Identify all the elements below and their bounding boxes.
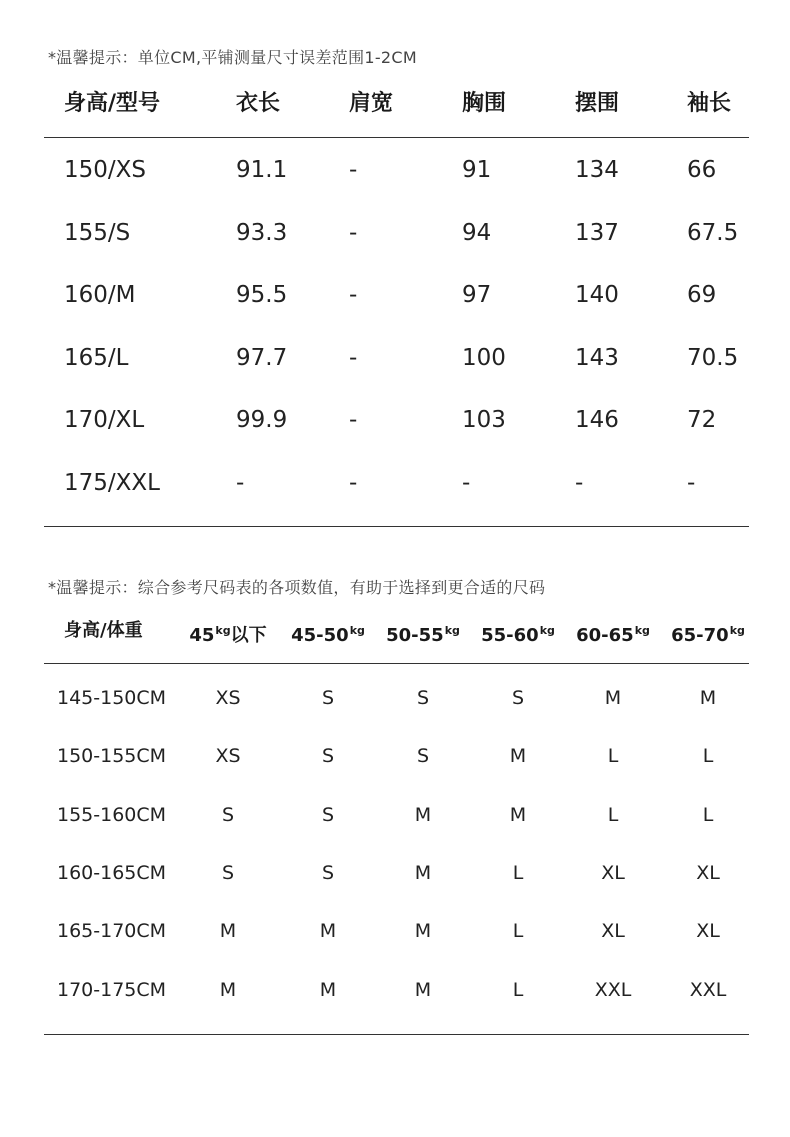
- cell-size: XXL: [594, 978, 632, 1001]
- header-height-size: 身高/型号: [64, 91, 161, 116]
- cell-height-range: 170-175CM: [57, 978, 167, 1001]
- table1-row: [0, 400, 790, 440]
- cell-hem: 137: [575, 219, 619, 246]
- table1-row: [0, 275, 790, 315]
- table1-note: *温馨提示：单位CM,平铺测量尺寸误差范围1-2CM: [48, 48, 417, 67]
- weight-unit: kg: [539, 624, 555, 637]
- cell-hem: 134: [575, 157, 619, 183]
- cell-hem: 143: [575, 344, 619, 371]
- cell-chest: 94: [462, 219, 492, 246]
- cell-size: L: [702, 745, 714, 768]
- header-shoulder: 肩宽: [349, 91, 394, 116]
- cell-sleeve: 66: [687, 157, 717, 183]
- table2-header-row: [0, 611, 790, 651]
- cell-size: L: [607, 745, 619, 768]
- cell-size: 170/XL: [64, 407, 145, 433]
- cell-length: 95.5: [236, 282, 288, 308]
- header-weight-range: [386, 611, 460, 656]
- cell-size: L: [512, 861, 524, 884]
- cell-height-range: 155-160CM: [57, 803, 167, 826]
- cell-size: 160/M: [64, 282, 136, 308]
- cell-chest: -: [462, 469, 471, 496]
- table1-header-divider: [44, 137, 749, 138]
- weight-range-label: 60-65: [576, 625, 634, 646]
- weight-range-label: 55-60: [481, 625, 539, 646]
- cell-size: M: [219, 978, 237, 1001]
- cell-size: L: [702, 803, 714, 826]
- header-sleeve: 袖长: [687, 91, 732, 116]
- header-length: 衣长: [236, 91, 281, 116]
- header-weight-range: [291, 611, 365, 656]
- header-chest: 胸围: [462, 91, 507, 116]
- cell-size: S: [221, 803, 235, 826]
- cell-sleeve: 67.5: [687, 219, 739, 246]
- table2-row: [0, 970, 790, 1010]
- cell-shoulder: -: [349, 282, 358, 308]
- cell-length: 97.7: [236, 344, 288, 371]
- cell-hem: 140: [575, 282, 619, 308]
- weight-range-label: 45: [189, 625, 215, 646]
- cell-height-range: 150-155CM: [57, 745, 167, 768]
- header-hem: 摆围: [575, 91, 620, 116]
- table2-bottom-divider: [44, 1034, 749, 1035]
- cell-size: M: [319, 920, 337, 943]
- cell-size: M: [509, 803, 527, 826]
- cell-size: M: [414, 978, 432, 1001]
- cell-sleeve: -: [687, 469, 696, 496]
- cell-size: 150/XS: [64, 157, 147, 183]
- cell-size: S: [416, 687, 430, 709]
- cell-sleeve: 70.5: [687, 344, 739, 371]
- cell-size: S: [321, 745, 335, 768]
- table2-note: *温馨提示：综合参考尺码表的各项数值，有助于选择到更合适的尺码: [48, 578, 546, 597]
- cell-chest: 103: [462, 407, 506, 433]
- cell-sleeve: 69: [687, 282, 717, 308]
- cell-size: S: [221, 861, 235, 884]
- table1-row: [0, 150, 790, 190]
- table2-row: [0, 795, 790, 835]
- cell-height-range: 165-170CM: [57, 920, 167, 943]
- cell-size: XL: [601, 861, 625, 884]
- table2-header-divider: [44, 663, 749, 664]
- cell-size: M: [414, 803, 432, 826]
- cell-length: 91.1: [236, 157, 288, 183]
- weight-range-suffix: 以下: [230, 625, 267, 646]
- cell-size: M: [414, 920, 432, 943]
- weight-unit: kg: [349, 624, 365, 637]
- cell-length: 99.9: [236, 407, 288, 433]
- cell-shoulder: -: [349, 344, 358, 371]
- cell-length: -: [236, 469, 245, 496]
- table1-bottom-divider: [44, 526, 749, 527]
- cell-shoulder: -: [349, 219, 358, 246]
- table1-row: [0, 463, 790, 503]
- weight-unit: kg: [444, 624, 460, 637]
- header-weight-range: [576, 611, 650, 656]
- cell-size: 165/L: [64, 344, 129, 371]
- table2-row: [0, 911, 790, 951]
- cell-size: L: [512, 920, 524, 943]
- weight-range-label: 45-50: [291, 625, 349, 646]
- cell-height-range: 145-150CM: [57, 687, 167, 709]
- cell-size: XL: [696, 920, 720, 943]
- table2-row: [0, 853, 790, 893]
- header-weight-range: [481, 611, 555, 656]
- cell-size: M: [604, 687, 622, 709]
- cell-shoulder: -: [349, 469, 358, 496]
- cell-size: XXL: [689, 978, 727, 1001]
- cell-size: S: [511, 687, 525, 709]
- cell-chest: 91: [462, 157, 492, 183]
- cell-size: S: [321, 687, 335, 709]
- cell-length: 93.3: [236, 219, 288, 246]
- cell-chest: 97: [462, 282, 492, 308]
- cell-shoulder: -: [349, 157, 358, 183]
- cell-size: S: [321, 861, 335, 884]
- cell-size: S: [416, 745, 430, 768]
- cell-size: L: [607, 803, 619, 826]
- cell-hem: 146: [575, 407, 619, 433]
- table1-row: [0, 338, 790, 378]
- cell-hem: -: [575, 469, 584, 496]
- cell-size: M: [319, 978, 337, 1001]
- table2-row: [0, 678, 790, 718]
- weight-range-label: 50-55: [386, 625, 444, 646]
- table1-row: [0, 213, 790, 253]
- cell-size: S: [321, 803, 335, 826]
- cell-size: M: [414, 861, 432, 884]
- cell-size: M: [699, 687, 717, 709]
- cell-size: 155/S: [64, 219, 131, 246]
- cell-size: M: [219, 920, 237, 943]
- weight-unit: kg: [215, 624, 231, 637]
- header-weight-range: [189, 611, 266, 656]
- cell-size: L: [512, 978, 524, 1001]
- header-weight-range: [671, 611, 745, 656]
- cell-size: M: [509, 745, 527, 768]
- header-height-weight: 身高/体重: [64, 620, 143, 641]
- cell-size: XL: [601, 920, 625, 943]
- cell-size: 175/XXL: [64, 469, 160, 496]
- cell-size: XS: [215, 687, 241, 709]
- cell-sleeve: 72: [687, 407, 717, 433]
- cell-height-range: 160-165CM: [57, 861, 167, 884]
- table2-row: [0, 736, 790, 776]
- weight-unit: kg: [634, 624, 650, 637]
- cell-size: XL: [696, 861, 720, 884]
- table1-header-row: [0, 84, 790, 124]
- weight-range-label: 65-70: [671, 625, 729, 646]
- weight-unit: kg: [729, 624, 745, 637]
- cell-shoulder: -: [349, 407, 358, 433]
- cell-chest: 100: [462, 344, 506, 371]
- cell-size: XS: [215, 745, 241, 768]
